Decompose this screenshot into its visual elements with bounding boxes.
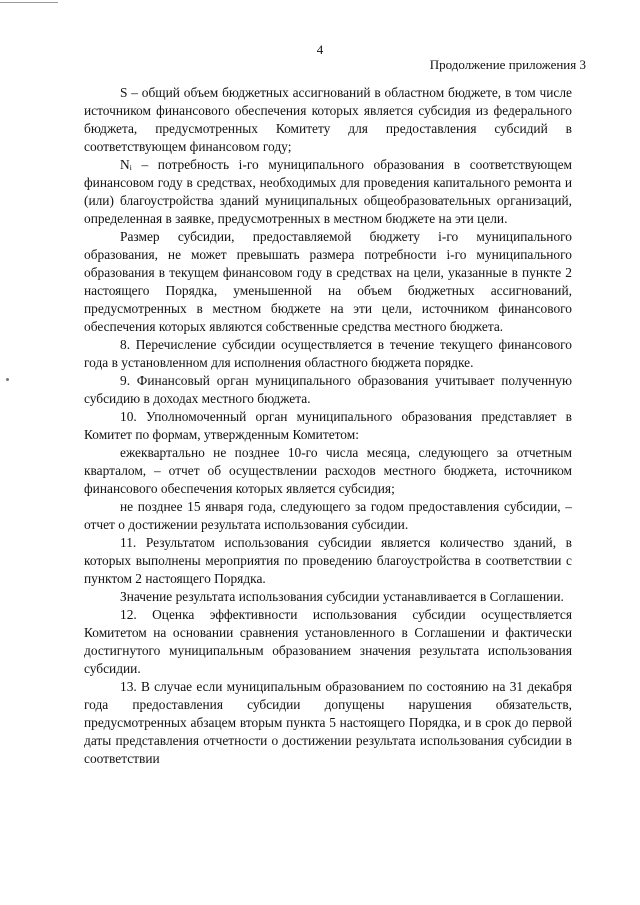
scan-corner-mark bbox=[0, 2, 58, 3]
page-number: 4 bbox=[316, 42, 324, 57]
paragraph-result-value: Значение результата использования субсидии устанавливается в Соглашении. bbox=[120, 589, 564, 604]
document-body bbox=[84, 84, 572, 768]
paragraph-ni-definition: Nᵢ – потребность i-го муниципального образования в соответствующем финансовом году в средствах, необходимых для проведения капитального ремонта и (или) благоустройства зданий муниципальных общеобразовательных организаций, определенная в заявке, предусмотренных в местном бюджете на эти цели. bbox=[84, 157, 572, 226]
paragraph-subsidy-size: Размер субсидии, предоставляемой бюджету i-го муниципального образования, не может превышать размера потребности i-го муниципального образования в текущем финансовом году в средствах на цели, указанные в пункте 2 настоящего Порядка, уменьшенной на объем бюджетных ассигнований, предусмотренных в местном бюджете на эти цели, источником финансового обеспечения которых являются собственные средства местного бюджета. bbox=[84, 229, 572, 334]
paragraph-item-9: 9. Финансовый орган муниципального образования учитывает полученную субсидию в доходах местного бюджета. bbox=[84, 373, 572, 406]
paragraph-item-12: 12. Оценка эффективности использования субсидии осуществляется Комитетом на основании сравнения установленного в Соглашении и фактически достигнутого муниципальным образованием значения результата использования субсидии. bbox=[84, 607, 572, 676]
paragraph-item-11: 11. Результатом использования субсидии является количество зданий, в которых выполнены мероприятия по проведению благоустройства в соответствии с пунктом 2 настоящего Порядка. bbox=[84, 535, 572, 586]
paragraph-s-definition: S – общий объем бюджетных ассигнований в областном бюджете, в том числе источником финансового обеспечения которых является субсидия из федерального бюджета, предусмотренных Комитету для предоставления субсидий в соответствующем финансовом году; bbox=[84, 85, 572, 154]
paragraph-annual-report: не позднее 15 января года, следующего за годом предоставления субсидии, – отчет о достижении результата использования субсидии. bbox=[84, 499, 572, 532]
appendix-continuation-label: Продолжение приложения 3 bbox=[429, 57, 586, 72]
paragraph-item-8: 8. Перечисление субсидии осуществляется в течение текущего финансового года в установленном для исполнения областного бюджета порядке. bbox=[84, 337, 572, 370]
paragraph-item-13: 13. В случае если муниципальным образованием по состоянию на 31 декабря года предоставления субсидии допущены нарушения обязательств, предусмотренных абзацем вторым пункта 5 настоящего Порядка, и в срок до первой даты представления отчетности о достижении результата использования субсидии в соответствии bbox=[84, 679, 572, 766]
scan-speck bbox=[6, 378, 9, 381]
paragraph-quarterly-report: ежеквартально не позднее 10-го числа месяца, следующего за отчетным кварталом, – отчет об осуществлении расходов местного бюджета, источником финансового обеспечения которых является субсидия; bbox=[84, 445, 572, 496]
paragraph-item-10: 10. Уполномоченный орган муниципального образования представляет в Комитет по формам, утвержденным Комитетом: bbox=[84, 409, 572, 442]
